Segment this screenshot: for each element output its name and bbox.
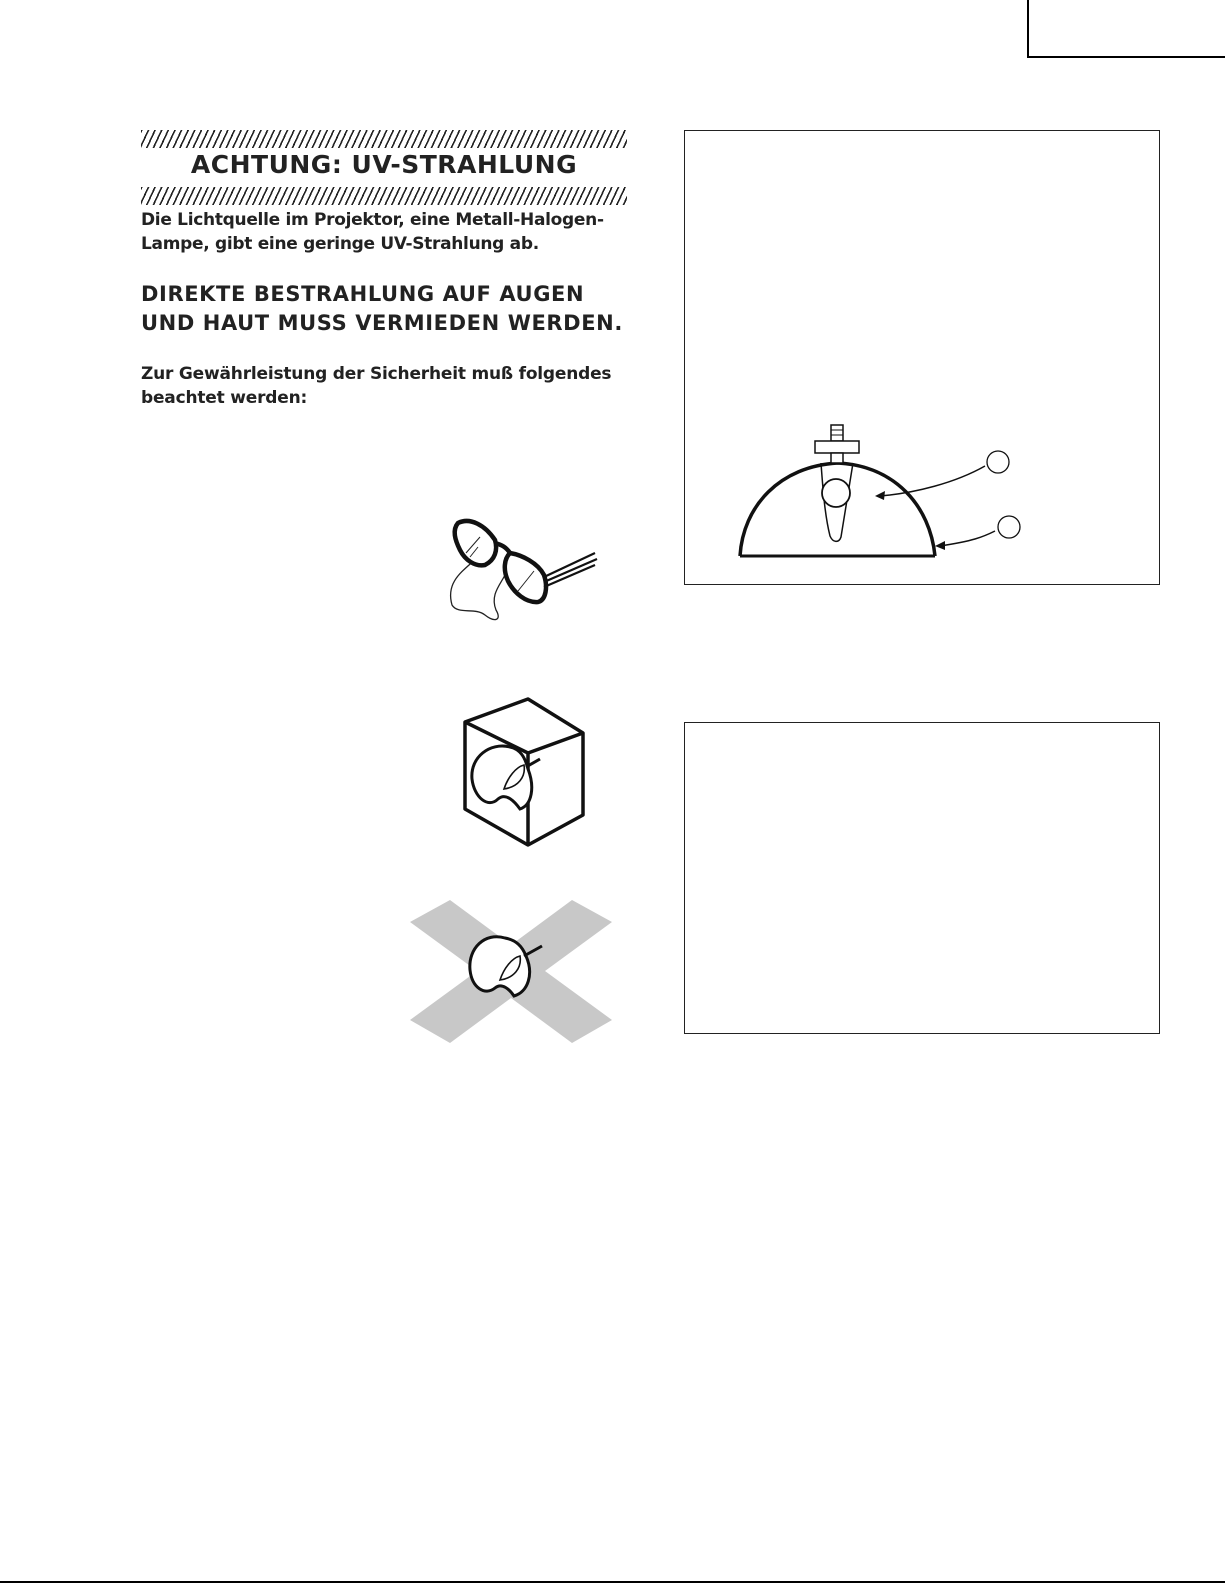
lamp-in-housing-icon — [460, 697, 590, 852]
page-corner-marker — [1027, 0, 1225, 58]
intro-paragraph — [141, 208, 641, 256]
intro-line: Lampe, gibt eine geringe UV-Strahlung ab. — [141, 234, 539, 254]
safety-glasses-icon — [440, 515, 610, 630]
page-bottom-rule — [0, 1581, 1225, 1583]
safety-line: Zur Gewährleistung der Sicherheit muß folgendes — [141, 364, 612, 384]
safety-line: beachtet werden: — [141, 388, 308, 408]
hatch-bar-top — [141, 130, 627, 148]
section-title: ACHTUNG: UV-STRAHLUNG — [190, 150, 578, 179]
intro-line: Die Lichtquelle im Projektor, eine Metall-Halogen- — [141, 210, 604, 230]
lamp-cross-section-icon — [735, 421, 1035, 561]
warning-line: UND HAUT MUSS VERMIEDEN WERDEN. — [141, 311, 623, 335]
warning-line: DIREKTE BESTRAHLUNG AUF AUGEN — [141, 282, 585, 306]
exposure-warning — [141, 280, 661, 338]
notice-frame — [684, 722, 1160, 1034]
hatch-bar-bottom — [141, 187, 627, 205]
safety-instructions-intro — [141, 362, 641, 410]
bare-lamp-prohibited-icon — [410, 900, 612, 1043]
lamp-diagram-frame — [684, 130, 1160, 585]
